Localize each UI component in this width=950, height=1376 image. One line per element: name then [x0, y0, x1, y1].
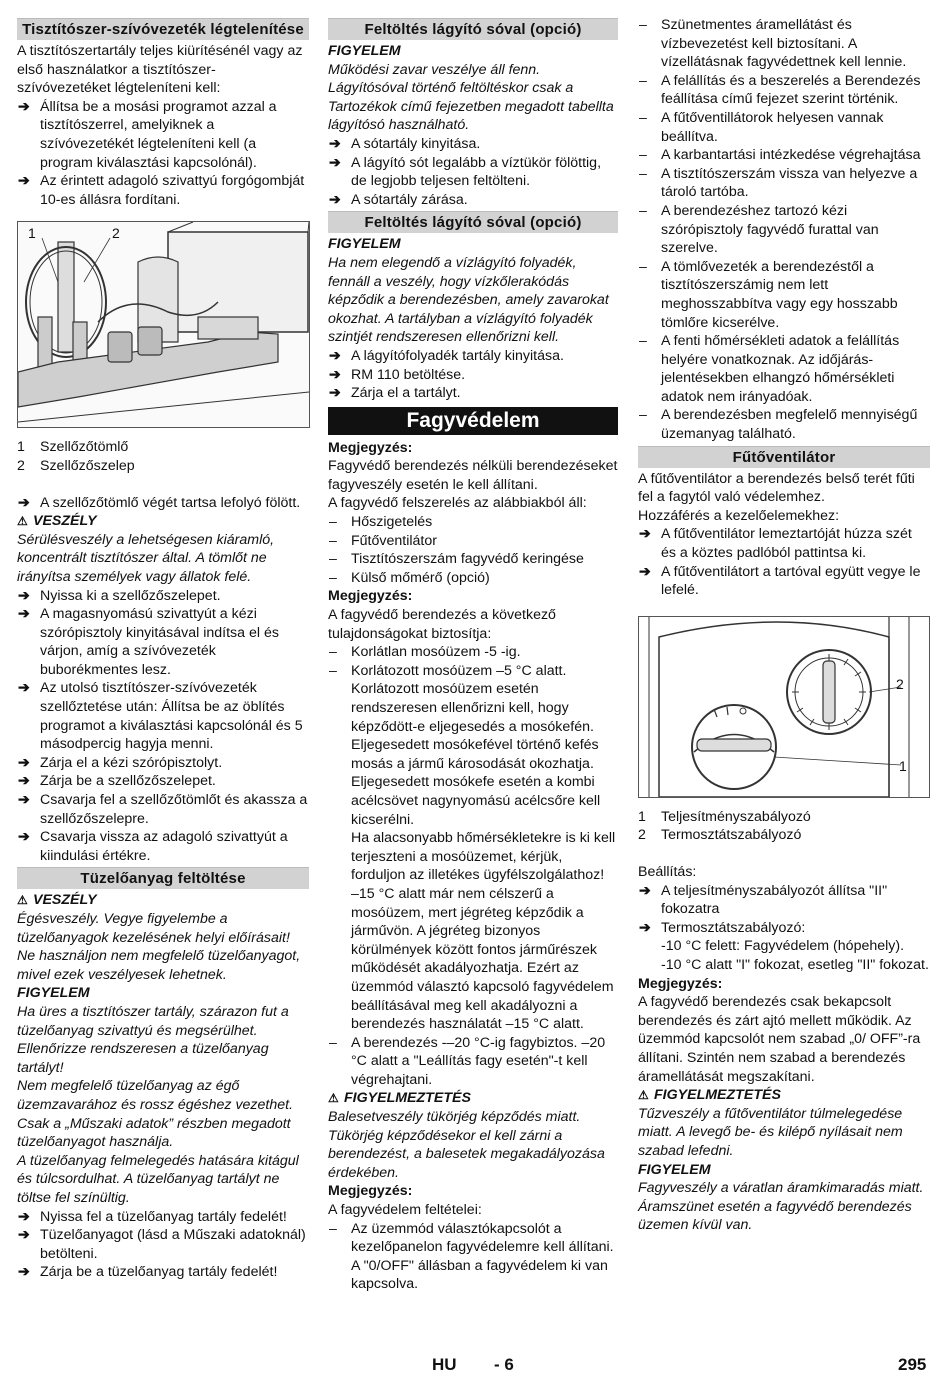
remark-label: Megjegyzés:: [328, 588, 413, 605]
step-item: ➔ A lágyítófolyadék tartály kinyitása.: [329, 347, 564, 364]
dash-item: – Szünetmentes áramellátást és vízbevezetést kell biztosítani. A vízellátásnak fagyvédettnek kell lennie.: [639, 17, 907, 71]
indented-paragraph: -10 °C felett: Fagyvédelem (hópehely).: [661, 938, 905, 955]
figure-fan-heater-controls: [638, 616, 930, 798]
step-item: ➔ Nyissa fel a tüzelőanyag tartály fedelét!: [18, 1208, 287, 1225]
note-text: Ha üres a tisztítószer tartály, szárazon fut a tüzelőanyag szivattyú és megsérülhet. Ellenőrizze rendszeresen a tüzelőanyag tartályt!: [17, 1003, 289, 1076]
step-item: ➔ A fűtőventilátor lemeztartóját húzza szét és a köztes padlóból pattintsa ki.: [639, 526, 912, 562]
dash-item: – Korlátlan mosóüzem -5 -ig.: [329, 644, 521, 661]
dash-item: – A berendezés -–20 °C-ig fagybiztos. –20 °C alatt a "Leállítás fagy esetén"-t kell végrehajtani.: [329, 1034, 606, 1088]
note-title: FIGYELEM: [17, 985, 90, 1002]
step-item: ➔ A magasnyomású szivattyút a kézi szórópisztoly kinyitásával indítsa el és várjon, amíg a szívóvezeték buborékmentes lesz.: [18, 606, 279, 678]
remark-label: Megjegyzés:: [638, 975, 723, 992]
step-item: ➔ Termosztátszabályozó:: [639, 919, 806, 936]
note-title: FIGYELEM: [328, 43, 401, 59]
dash-item: – Az üzemmód választókapcsolót a kezelőpanelon fagyvédelemre kell állítani. A "0/OFF" állásban a fagyvédelem ki van kapcsolva.: [329, 1220, 614, 1293]
arrow-icon: ➔: [329, 135, 341, 152]
warning-triangle-icon: ⚠: [638, 1088, 649, 1103]
figure-label-1: 1: [28, 225, 36, 242]
arrow-icon: ➔: [18, 98, 30, 115]
note-text: Nem megfelelő tüzelőanyag az égő üzemzavarához és rossz égéshez vezethet.: [17, 1078, 294, 1113]
warning-title: ⚠ FIGYELMEZTETÉS: [638, 1087, 781, 1104]
step-item: ➔ Az érintett adagoló szivattyú forgógombját 10-es állásra fordítani.: [18, 173, 305, 208]
step-item: ➔ Csavarja vissza az adagoló szivattyút a kiindulási értékre.: [18, 829, 288, 864]
arrow-icon: ➔: [639, 526, 651, 543]
arrow-icon: ➔: [18, 829, 30, 846]
danger-text: Sérülésveszély a lehetségesen kiáramló, koncentrált tisztítószer által. A tömlőt ne irányítsa személyek vagy állatok felé.: [17, 531, 275, 585]
indented-paragraph: –15 °C alatt már nem célszerű a mosóüzem, mert jégréteg képződik a járművön. A jégréteg bizonyos körülmények között fontos járműrészek működését akadályozhatja. Ezért az üzemmód választó kapcsoló fagyvédelem beállításával meg kell akadályozni a berendezés használatát –15 °C alatt.: [351, 885, 614, 1033]
note-text: Csak a „Műszaki adatok” részben megadott tüzelőanyagot használja.: [17, 1115, 291, 1151]
legend-item: 1 Szellőzőtömlő: [17, 439, 129, 456]
arrow-icon: ➔: [329, 347, 341, 364]
step-item: ➔ A teljesítményszabályozót állítsa "II" fokozatra: [639, 882, 888, 918]
arrow-icon: ➔: [18, 587, 30, 604]
indented-paragraph: Ha alacsonyabb hőmérsékletekre is ki kell terjeszteni a mosóüzemet, kérjük, forduljon az illetékes ügyfélszolgálathoz!: [351, 830, 616, 884]
note-title: FIGYELEM: [328, 236, 401, 253]
warning-text: Tűzveszély a fűtőventilátor túlmelegedése miatt. A levegő be- és kilépő nyílásait nem szabad lefedni.: [638, 1105, 903, 1159]
paragraph: A fagyvédő berendezés a következő tulajdonságokat biztosítja:: [328, 607, 556, 642]
danger-text: Ne használjon nem megfelelő tüzelőanyagot, mivel ezek veszélyesek lehetnek.: [17, 948, 301, 983]
page-number: 295: [898, 1355, 927, 1374]
step-item: ➔ Zárja el a tartályt.: [329, 385, 461, 402]
paragraph: Beállítás:: [638, 864, 697, 880]
dash-item: – A karbantartási intézkedése végrehajtása: [639, 147, 921, 164]
warning-triangle-icon: ⚠: [17, 893, 28, 908]
paragraph: Hozzáférés a kezelőelemekhez:: [638, 507, 840, 524]
step-item: ➔ RM 110 betöltése.: [329, 366, 466, 383]
dash-item: – Fűtőventilátor: [329, 532, 437, 549]
dash-item: – Tisztítószerszám fagyvédő keringése: [329, 551, 584, 568]
arrow-icon: ➔: [639, 563, 651, 580]
arrow-icon: ➔: [18, 792, 30, 809]
arrow-icon: ➔: [18, 606, 30, 623]
note-text: Működési zavar veszélye áll fenn. Lágyítósóval történő feltöltéskor csak a Tartozékok című fejezetben megadott tabellta lágyítósó használható.: [328, 61, 614, 134]
heading-fan-heater: Fűtőventilátor: [638, 446, 930, 468]
figure-label-1: 1: [899, 757, 907, 774]
step-item: ➔ A lágyító sót legalább a víztükör fölöttig, de legjobb teljesen feltölteni.: [329, 154, 602, 190]
note-text: Ha nem elegendő a vízlágyító folyadék, fennáll a veszély, hogy vízkőlerakódás képződik a berendezésben, amely zavarokat okozhat. A tartályban a vízlágyító folyadék szintjét rendszeresen ellenőrizni kell.: [328, 254, 609, 346]
paragraph: A fagyvédelem feltételei:: [328, 1202, 482, 1219]
figure-venting-valve: [17, 221, 310, 428]
step-item: ➔ A sótartály kinyitása.: [329, 135, 481, 152]
arrow-icon: ➔: [18, 494, 30, 511]
arrow-icon: ➔: [18, 773, 30, 790]
dash-item: – Külső mőmérő (opció): [329, 569, 490, 586]
dash-item: – A tömlővezeték a berendezéstől a tisztítószerszámig nem lett meghosszabbítva vagy egy hosszabb tömlőre kicserélve.: [639, 258, 898, 331]
arrow-icon: ➔: [329, 191, 341, 208]
column-2: [328, 16, 618, 1294]
arrow-icon: ➔: [329, 154, 341, 171]
dash-item: – A fűtőventillátorok helyesen vannak beállítva.: [639, 109, 884, 145]
fan-heater-illustration: [639, 617, 929, 797]
note-title: FIGYELEM: [638, 1161, 711, 1178]
step-item: ➔ Zárja be a tüzelőanyag tartály fedelét!: [18, 1264, 278, 1281]
venting-valve-illustration: [18, 222, 309, 427]
step-item: ➔ Az utolsó tisztítószer-szívóvezeték szellőztetése után: Állítsa be az öblítés programot a kiválasztási kapcsolónál és 5 másodpercig hagyja menni.: [18, 680, 303, 753]
arrow-icon: ➔: [18, 680, 30, 697]
dash-item: – A berendezésben megfelelő mennyiségű üzemanyag található.: [639, 407, 918, 443]
footer-section: - 6: [494, 1355, 514, 1374]
figure-label-2: 2: [112, 225, 120, 242]
paragraph: A fűtőventilátor a berendezés belső terét fűti fel a fagytól való védelemhez.: [638, 470, 915, 506]
dash-item: – A fenti hőmérsékleti adatok a felállítás helyére vonatkoznak. Az időjárás-jelentésekben elhangzó hőmérsékleti adatok nem irányadóak.: [639, 333, 900, 405]
warning-text: Balesetveszély tükörjég képződés miatt. Tükörjég képződésekor el kell zárni a berendezést, a balesetek megakadályozása érdekében.: [328, 1109, 605, 1181]
note-text: Fagyveszély a váratlan áramkimaradás miatt. Áramszünet esetén a fagyvédő berendezés üzemen kívül van.: [638, 1180, 924, 1234]
remark-label: Megjegyzés:: [328, 1183, 413, 1200]
arrow-icon: ➔: [18, 1264, 30, 1281]
step-item: ➔ A sótartály zárása.: [329, 191, 468, 208]
paragraph: A tisztítószertartály teljes kiürítésénél vagy az első használatkor a tisztítószer-szívóvezetéket légteleníteni kell:: [17, 43, 303, 97]
dash-item: – A tisztítószerszám vissza van helyezve a tároló tartóba.: [639, 165, 918, 201]
arrow-icon: ➔: [329, 366, 341, 383]
indented-paragraph: -10 °C alatt "I" fokozat, esetleg "II" fokozat.: [661, 956, 929, 973]
step-item: ➔ Nyissa ki a szellőzőszelepet.: [18, 587, 221, 604]
dash-item: – Korlátozott mosóüzem –5 °C alatt. Korlátozott mosóüzem esetén rendszeresen ellenőrizni kell, hogy képződött-e eljegesedés a mosókefén. Eljegesedett mosókefével történő kefés mosás a jármű károsodását okozhatja. Eljegesedett mosókefe esetén a kombi acélcsövet nagynyomású acélcsőre kell kicserélni.: [329, 662, 601, 828]
arrow-icon: ➔: [18, 1208, 30, 1225]
arrow-icon: ➔: [639, 882, 651, 899]
heading-suction-line-venting: Tisztítószer-szívóvezeték légtelenítése: [17, 18, 309, 40]
warning-triangle-icon: ⚠: [17, 514, 28, 529]
danger-title: ⚠ VESZÉLY: [17, 892, 97, 909]
paragraph: A fagyvédő felszerelés az alábbiakból áll:: [328, 495, 587, 512]
heading-salt-filling-2: Feltöltés lágyító sóval (opció): [328, 211, 618, 233]
dash-item: – A berendezéshez tartozó kézi szórópisztoly fagyvédő furattal van szerelve.: [639, 202, 879, 257]
paragraph: Fagyvédő berendezés nélküli berendezéseket fagyveszély esetén le kell állítani.: [328, 458, 618, 493]
warning-triangle-icon: ⚠: [328, 1091, 339, 1106]
figure-label-2: 2: [896, 675, 904, 692]
arrow-icon: ➔: [18, 754, 30, 771]
step-item: ➔ Állítsa be a mosási programot azzal a tisztítószerrel, amelyiknek a szívóvezetékét légteleníteni kell (a program kiválasztási kapcsolónál).: [18, 98, 277, 171]
column-1: [17, 16, 309, 1282]
note-text: A tüzelőanyag felmelegedés hatására kitágul és túlcsordulhat. A tüzelőanyag tartályt ne töltse fel színültig.: [17, 1152, 299, 1206]
column-3: [638, 16, 930, 1235]
dash-item: – A felállítás és a beszerelés a Berendezés feállítása című fejezet szerint történik.: [639, 72, 921, 108]
danger-text: Égésveszély. Vegye figyelembe a tüzelőanyagok kezelésének helyi előírásait!: [17, 911, 290, 946]
step-item: ➔ Tüzelőanyagot (lásd a Műszaki adatoknál) betölteni.: [18, 1227, 306, 1262]
paragraph: A fagyvédő berendezés csak bekapcsolt berendezés és zárt ajtó mellett működik. Az üzemmód kapcsolót nem szabad „0/ OFF”-ra állítani. Szintén nem szabad a berendezés áramellátását megszakítani.: [638, 994, 921, 1085]
arrow-icon: ➔: [329, 385, 341, 402]
danger-title: ⚠ VESZÉLY: [17, 513, 97, 530]
footer-language: HU: [432, 1355, 457, 1374]
step-item: ➔ Zárja el a kézi szórópisztolyt.: [18, 754, 223, 771]
arrow-icon: ➔: [18, 1227, 30, 1244]
dash-item: – Hőszigetelés: [329, 514, 433, 531]
legend-item: 2 Szellőzőszelep: [17, 457, 135, 474]
heading-salt-filling: Feltöltés lágyító sóval (opció): [328, 18, 618, 40]
arrow-icon: ➔: [18, 173, 30, 190]
step-item: ➔ Csavarja fel a szellőzőtömlőt és akassza a szellőzőszelepre.: [18, 792, 308, 827]
step-item: ➔ A szellőzőtömlő végét tartsa lefolyó fölött.: [18, 494, 301, 511]
heading-fuel-filling: Tüzelőanyag feltöltése: [17, 867, 309, 889]
remark-label: Megjegyzés:: [328, 439, 413, 456]
arrow-icon: ➔: [639, 919, 651, 936]
heading-frost-protection: Fagyvédelem: [328, 407, 618, 435]
legend-item: 1 Teljesítményszabályozó: [638, 808, 811, 825]
warning-title: ⚠ FIGYELMEZTETÉS: [328, 1090, 471, 1107]
legend-item: 2 Termosztátszabályozó: [638, 827, 802, 844]
step-item: ➔ A fűtőventilátort a tartóval együtt vegye le lefelé.: [639, 563, 921, 599]
step-item: ➔ Zárja be a szellőzőszelepet.: [18, 773, 216, 790]
